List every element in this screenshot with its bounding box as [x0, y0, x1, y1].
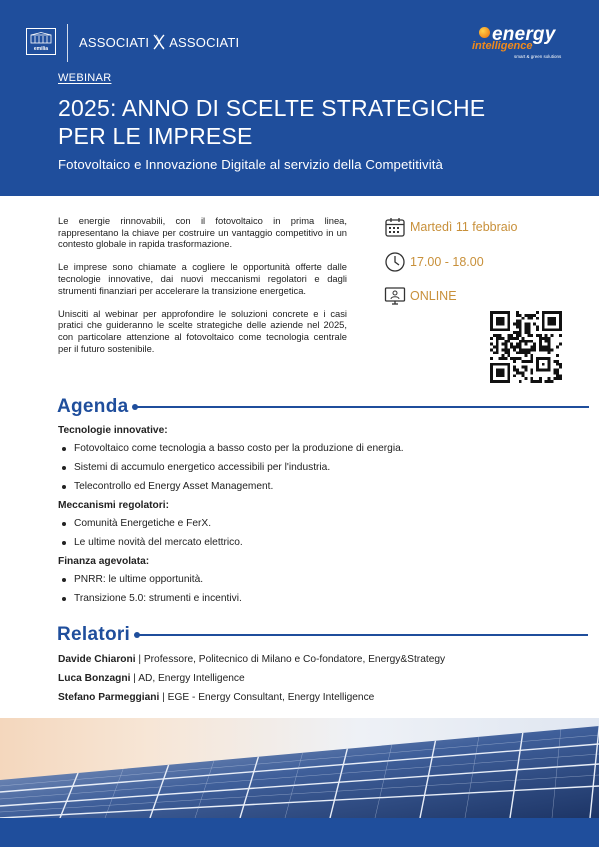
emilia-logo	[26, 28, 56, 55]
qr-module	[510, 343, 513, 346]
qr-module	[504, 348, 507, 351]
qr-module	[490, 357, 493, 360]
qr-module	[513, 323, 516, 326]
qr-module	[525, 314, 528, 317]
x-mark-icon	[152, 34, 166, 50]
associati-right-text: ASSOCIATI	[169, 34, 240, 50]
qr-module	[539, 377, 542, 380]
qr-module	[519, 357, 522, 360]
event-date-row	[384, 216, 517, 238]
qr-module	[542, 346, 545, 349]
qr-module	[519, 346, 522, 349]
qr-module	[530, 377, 533, 380]
qr-module	[525, 360, 528, 363]
speaker-role: | Professore, Politecnico di Milano e Co-fondatore, Energy&Strategy	[135, 654, 446, 665]
qr-module	[545, 346, 548, 349]
qr-module	[522, 348, 525, 351]
qr-module	[502, 354, 505, 357]
agenda-group	[58, 424, 558, 499]
qr-module	[516, 357, 519, 360]
calendar-icon	[384, 216, 406, 238]
qr-module	[527, 351, 530, 354]
qr-module	[556, 354, 559, 357]
energy-logo-tagline: smart & green solutions	[514, 54, 562, 59]
intro-paragraph: Unisciti al webinar per approfondire le soluzioni concrete e i casi pratici che guideranno le scelte strategiche delle aziende nel 2025, con particolare attenzione al fotovoltaico come tecnologia centrale per il futuro sostenibile.	[58, 307, 347, 354]
qr-module	[527, 360, 530, 363]
qr-module	[530, 317, 533, 320]
qr-module	[516, 346, 519, 349]
qr-module	[542, 348, 545, 351]
qr-module	[556, 346, 559, 349]
qr-module	[530, 357, 533, 360]
qr-module	[516, 371, 519, 374]
event-mode: ONLINE	[410, 289, 457, 303]
agenda-list	[58, 424, 558, 611]
agenda-item: Comunità Energetiche e FerX.	[58, 517, 558, 536]
qr-module	[525, 343, 528, 346]
qr-module	[519, 331, 522, 334]
qr-module	[519, 328, 522, 331]
qr-module	[516, 320, 519, 323]
header-banner	[0, 0, 599, 196]
qr-module	[539, 348, 542, 351]
associati-logo	[79, 34, 239, 50]
agenda-heading: Agenda	[57, 396, 129, 417]
qr-module	[516, 369, 519, 372]
qr-module	[496, 346, 499, 349]
agenda-rule	[134, 406, 589, 408]
qr-module	[548, 340, 551, 343]
qr-module	[533, 348, 536, 351]
speaker-role: | EGE - Energy Consultant, Energy Intelligence	[159, 692, 375, 703]
speaker-name: Davide Chiaroni	[58, 654, 136, 665]
agenda-item: Transizione 5.0: strumenti e incentivi.	[58, 592, 558, 611]
qr-module	[510, 357, 513, 360]
qr-module	[530, 346, 533, 349]
intro-text	[58, 215, 347, 366]
qr-module	[510, 346, 513, 349]
agenda-item: Telecontrollo ed Energy Asset Management.	[58, 480, 558, 499]
qr-module	[513, 337, 516, 340]
speaker-row	[58, 653, 578, 672]
qr-module	[530, 314, 533, 317]
qr-module	[527, 314, 530, 317]
relatori-heading: Relatori	[57, 624, 131, 645]
qr-module	[525, 377, 528, 380]
qr-module	[502, 337, 505, 340]
qr-module	[496, 351, 499, 354]
qr-module	[496, 343, 499, 346]
qr-module	[530, 354, 533, 357]
speaker-name: Luca Bonzagni	[58, 673, 131, 684]
qr-module	[525, 354, 528, 357]
qr-module	[519, 340, 522, 343]
qr-module	[499, 357, 502, 360]
qr-module	[519, 380, 522, 383]
speaker-row	[58, 672, 578, 691]
qr-module	[525, 328, 528, 331]
qr-module	[553, 360, 556, 363]
agenda-group-title: Tecnologie innovative:	[58, 425, 168, 436]
qr-module	[516, 337, 519, 340]
qr-module	[525, 366, 528, 369]
qr-module	[527, 325, 530, 328]
qr-module	[539, 343, 542, 346]
qr-module	[559, 366, 562, 369]
solar-panels-image	[0, 718, 599, 818]
qr-module	[545, 348, 548, 351]
qr-module	[550, 348, 553, 351]
agenda-item: PNRR: le ultime opportunità.	[58, 573, 558, 592]
qr-module	[556, 377, 559, 380]
qr-module	[553, 371, 556, 374]
qr-module	[516, 323, 519, 326]
qr-module	[504, 351, 507, 354]
qr-module	[516, 343, 519, 346]
qr-module	[513, 360, 516, 363]
qr-module	[513, 346, 516, 349]
qr-module	[553, 369, 556, 372]
qr-module	[490, 337, 493, 340]
qr-module	[527, 348, 530, 351]
qr-module	[559, 374, 562, 377]
qr-module	[530, 371, 533, 374]
speaker-name: Stefano Parmeggiani	[58, 692, 160, 703]
energy-logo-sub: intelligence	[472, 40, 533, 52]
qr-module	[525, 325, 528, 328]
qr-module	[490, 343, 493, 346]
speaker-row	[58, 691, 578, 710]
qr-module	[519, 323, 522, 326]
qr-module	[522, 337, 525, 340]
event-time: 17.00 - 18.00	[410, 255, 484, 269]
agenda-item: Le ultime novità del mercato elettrico.	[58, 536, 558, 555]
qr-module	[527, 334, 530, 337]
event-date: Martedì 11 febbraio	[410, 220, 518, 234]
qr-module	[522, 340, 525, 343]
qr-module	[548, 348, 551, 351]
qr-module	[539, 334, 542, 337]
qr-module	[530, 360, 533, 363]
agenda-heading-row	[57, 396, 589, 418]
qr-module	[530, 380, 533, 383]
qr-module	[493, 334, 496, 337]
qr-module	[504, 340, 507, 343]
qr-module	[545, 340, 548, 343]
qr-module	[556, 369, 559, 372]
qr-module	[530, 334, 533, 337]
qr-module	[519, 314, 522, 317]
qr-module	[507, 354, 510, 357]
qr-module	[507, 334, 510, 337]
qr-module	[548, 380, 551, 383]
qr-module	[496, 340, 499, 343]
qr-module	[556, 360, 559, 363]
speakers-list	[58, 653, 578, 710]
qr-module	[516, 331, 519, 334]
qr-module	[525, 348, 528, 351]
qr-module	[556, 363, 559, 366]
qr-module	[533, 323, 536, 326]
qr-module	[548, 343, 551, 346]
qr-module	[519, 371, 522, 374]
qr-module	[502, 348, 505, 351]
qr-module	[519, 334, 522, 337]
qr-module	[539, 380, 542, 383]
agenda-group	[58, 499, 558, 555]
qr-module	[533, 314, 536, 317]
qr-module	[496, 337, 499, 340]
qr-module	[527, 340, 530, 343]
qr-module	[513, 374, 516, 377]
qr-module	[539, 337, 542, 340]
qr-module	[542, 337, 545, 340]
qr-module	[502, 357, 505, 360]
qr-module	[522, 371, 525, 374]
qr-module	[525, 323, 528, 326]
qr-module	[527, 317, 530, 320]
event-mode-row	[384, 285, 457, 307]
qr-module	[530, 340, 533, 343]
qr-module	[536, 328, 539, 331]
qr-module	[504, 346, 507, 349]
qr-module	[522, 366, 525, 369]
qr-module	[519, 351, 522, 354]
qr-module	[556, 374, 559, 377]
qr-module	[502, 343, 505, 346]
qr-module	[559, 343, 562, 346]
qr-module	[533, 380, 536, 383]
footer-bar	[0, 818, 599, 847]
qr-module	[507, 348, 510, 351]
qr-module	[527, 323, 530, 326]
qr-code[interactable]	[490, 311, 562, 383]
qr-module	[522, 374, 525, 377]
webinar-label: WEBINAR	[58, 72, 112, 84]
qr-module	[533, 346, 536, 349]
sun-icon	[479, 27, 490, 38]
qr-module	[522, 360, 525, 363]
qr-module	[490, 348, 493, 351]
qr-module	[516, 314, 519, 317]
agenda-group-title: Meccanismi regolatori:	[58, 500, 169, 511]
logo-divider	[67, 24, 68, 62]
qr-module	[510, 334, 513, 337]
qr-module	[507, 337, 510, 340]
qr-module	[545, 337, 548, 340]
qr-module	[545, 380, 548, 383]
qr-module	[548, 337, 551, 340]
page-subtitle: Fotovoltaico e Innovazione Digitale al servizio della Competitività	[58, 157, 443, 172]
qr-module	[536, 317, 539, 320]
associati-left-text: ASSOCIATI	[79, 34, 150, 50]
qr-module	[513, 366, 516, 369]
agenda-item: Fotovoltaico come tecnologia a basso costo per la produzione di energia.	[58, 442, 558, 461]
qr-module	[507, 340, 510, 343]
emilia-logo-text: emilia	[33, 46, 49, 52]
qr-module	[550, 380, 553, 383]
qr-module	[499, 337, 502, 340]
qr-module	[496, 334, 499, 337]
building-icon	[30, 32, 52, 44]
qr-module	[548, 377, 551, 380]
qr-module	[504, 357, 507, 360]
qr-module	[516, 325, 519, 328]
qr-module	[519, 320, 522, 323]
qr-module	[516, 311, 519, 314]
qr-module	[525, 369, 528, 372]
qr-module	[504, 343, 507, 346]
qr-module	[559, 363, 562, 366]
intro-paragraph: Le imprese sono chiamate a cogliere le opportunità offerte dalle tecnologie innovative, dai nuovi meccanismi regolatori e dagli strumenti finanziari per accelerare la transizione energetica.	[58, 261, 347, 296]
qr-module	[536, 325, 539, 328]
speaker-role: | AD, Energy Intelligence	[130, 673, 245, 684]
qr-module	[496, 348, 499, 351]
qr-module	[559, 377, 562, 380]
qr-module	[493, 346, 496, 349]
qr-module	[539, 346, 542, 349]
qr-module	[519, 325, 522, 328]
monitor-icon	[384, 285, 406, 307]
relatori-heading-row	[57, 624, 588, 646]
qr-module	[553, 377, 556, 380]
qr-module	[545, 334, 548, 337]
qr-module	[507, 351, 510, 354]
qr-module	[519, 348, 522, 351]
qr-module	[513, 369, 516, 372]
energy-intelligence-logo	[470, 24, 578, 64]
relatori-rule	[136, 634, 588, 636]
qr-module	[556, 371, 559, 374]
energy-logo-word: energy	[492, 24, 556, 45]
qr-module	[510, 337, 513, 340]
agenda-item: Sistemi di accumulo energetico accessibili per l'industria.	[58, 461, 558, 480]
qr-module	[548, 346, 551, 349]
qr-module	[522, 351, 525, 354]
qr-module	[499, 334, 502, 337]
qr-module	[536, 380, 539, 383]
qr-module	[550, 334, 553, 337]
intro-paragraph: Le energie rinnovabili, con il fotovoltaico in prima linea, rappresentano la chiave per costruire un vantaggio competitivo in un contesto globale in rapida trasformazione.	[58, 215, 347, 250]
qr-module	[559, 334, 562, 337]
qr-module	[513, 331, 516, 334]
qr-module	[548, 351, 551, 354]
qr-module	[536, 334, 539, 337]
qr-module	[525, 331, 528, 334]
qr-module	[525, 340, 528, 343]
qr-module	[513, 357, 516, 360]
qr-module	[519, 343, 522, 346]
page-title: 2025: ANNO DI SCELTE STRATEGICHE PER LE IMPRESE	[58, 95, 486, 149]
qr-module	[533, 343, 536, 346]
qr-module	[527, 331, 530, 334]
clock-icon	[384, 251, 406, 273]
qr-module	[530, 369, 533, 372]
qr-module	[530, 348, 533, 351]
qr-module	[539, 340, 542, 343]
qr-module	[513, 348, 516, 351]
qr-module	[525, 351, 528, 354]
qr-module	[522, 317, 525, 320]
qr-module	[516, 351, 519, 354]
agenda-group	[58, 555, 558, 611]
qr-module	[536, 311, 539, 314]
agenda-group-title: Finanza agevolata:	[58, 556, 150, 567]
qr-module	[516, 334, 519, 337]
event-time-row	[384, 251, 484, 273]
qr-module	[493, 351, 496, 354]
qr-module	[527, 328, 530, 331]
